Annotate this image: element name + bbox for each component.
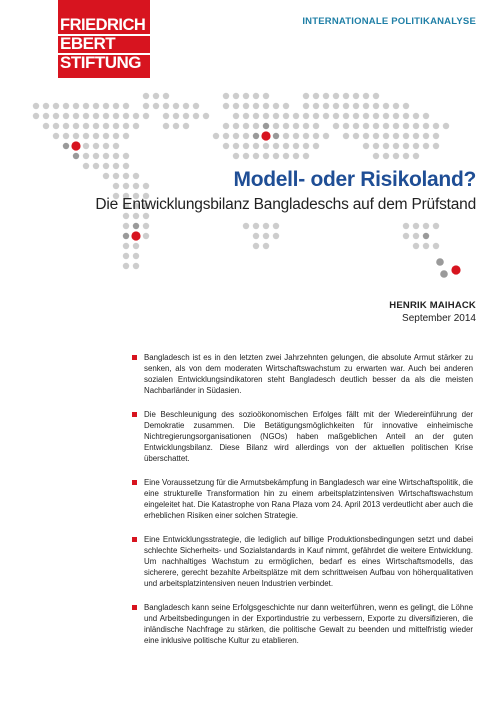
map-dot [183,103,189,109]
map-dot [393,143,399,149]
map-dot [223,103,229,109]
fes-logo [58,0,150,78]
map-dot [283,103,289,109]
map-dot [143,233,149,239]
map-dot [133,223,139,229]
map-dot [413,153,419,159]
map-dot [393,103,399,109]
map-dot [373,143,379,149]
map-dot [163,113,169,119]
summary-item [132,602,473,646]
map-dot [433,123,439,129]
map-dot [403,113,409,119]
map-dot [313,133,319,139]
bullet-square-icon [132,605,137,610]
logo-line-1: FRIEDRICH [60,16,146,34]
map-dot [83,143,89,149]
map-dot [273,123,279,129]
map-dot [303,103,309,109]
summary-text: Die Beschleunigung des sozioökonomischen Erfolges fällt mit der Wiedereinführung der Demokratie zusammen. Die Betätigungsmöglichkeiten für innovative einheimische Nichtregierungsorganisationen (NGOs) haben maßgeblichen Anteil an der guten Entwicklungsbilanz. Diese Bilanz wird allerdings von der aktuellen politischen Krise überschattet. [144,409,473,464]
page-title: Modell- oder Risikoland? [233,168,476,191]
map-dot [43,103,49,109]
map-dot [123,133,129,139]
map-dot [423,233,429,239]
summary-text: Eine Voraussetzung für die Armutsbekämpfung in Bangladesch war eine Wirtschaftspolitik, die eine strukturelle Transformation hin zu einem arbeitsplatzintensiven Wirtschaftswachstum eingeleitet hat. Die Katastrophe von Rana Plaza vom 24. April 2013 verdeutlicht aber auch die erheblichen Risiken einer solchen Strategie. [144,478,473,521]
map-dot [113,143,119,149]
summary-text: Eine Entwicklungsstrategie, die lediglich auf billige Produktionsbedingungen setzt und dabei schlechte Sicherheits- und Sozialstandards in Kauf nimmt, gefährdet die weitere Entwicklung. Um nachhaltiges Wachstum zu ermöglichen, bedarf es eines Wirtschaftsmodells, das sicherere, gerecht bezahlte Arbeitsplätze mit dem schrittweisen Aufbau von höherqualitativen und arbeitsplatzintensiven neuen Industrien verbindet. [144,535,473,589]
map-dot [43,113,49,119]
map-dot [353,123,359,129]
map-dot [263,93,269,99]
map-dot [163,103,169,109]
bullet-square-icon [132,537,137,542]
map-dot [253,233,259,239]
map-dot [233,103,239,109]
map-dot [263,123,269,129]
map-dot [143,183,149,189]
map-dot [293,133,299,139]
map-dot [123,263,129,269]
map-dot [243,113,249,119]
map-dot [103,173,109,179]
map-dot [333,123,339,129]
map-dot [93,133,99,139]
summary-item [132,477,473,521]
map-dot [243,123,249,129]
map-dot [403,153,409,159]
map-dot [113,113,119,119]
summary-list [132,352,473,659]
map-dot [283,133,289,139]
map-dot [233,93,239,99]
map-dot [113,123,119,129]
map-dot [413,243,419,249]
map-dot [363,103,369,109]
summary-item [132,534,473,589]
map-dot [193,103,199,109]
map-dot [83,123,89,129]
logo-line-2: EBERT [60,34,116,53]
map-dot [243,93,249,99]
map-dot [423,113,429,119]
map-dot [183,113,189,119]
map-dot [273,233,279,239]
map-dot [233,123,239,129]
map-dot [293,143,299,149]
map-dot [53,103,59,109]
map-dot [363,123,369,129]
map-dot [363,113,369,119]
map-dot [353,93,359,99]
map-dot [303,123,309,129]
map-dot [353,103,359,109]
map-dot [123,103,129,109]
map-dot [123,123,129,129]
map-dot [93,123,99,129]
map-dot [403,103,409,109]
map-dot [273,103,279,109]
map-dot [113,153,119,159]
map-dot [123,233,129,239]
map-dot [153,93,159,99]
map-dot [93,103,99,109]
map-dot [253,143,259,149]
map-dot [43,123,49,129]
map-dot [413,113,419,119]
map-dot [243,103,249,109]
map-dot [303,153,309,159]
map-dot [383,103,389,109]
map-highlight-dot [71,141,80,150]
map-dot [103,143,109,149]
map-dot [173,103,179,109]
page-subtitle: Die Entwicklungsbilanz Bangladeschs auf dem Prüfstand [95,196,476,213]
map-dot [253,133,259,139]
map-dot [163,123,169,129]
map-dot [433,243,439,249]
map-dot [253,103,259,109]
map-dot [440,270,448,278]
map-dot [333,93,339,99]
map-dot [203,113,209,119]
map-dot [373,123,379,129]
map-dot [333,103,339,109]
map-dot [423,143,429,149]
map-dot [163,93,169,99]
map-dot [293,113,299,119]
map-dot [273,153,279,159]
map-dot [113,103,119,109]
map-dot [323,103,329,109]
map-dot [193,113,199,119]
map-dot [363,143,369,149]
map-dot [363,93,369,99]
map-dot [363,133,369,139]
map-dot [343,133,349,139]
map-dot [73,133,79,139]
bullet-square-icon [132,480,137,485]
map-dot [413,233,419,239]
map-dot [323,93,329,99]
map-dot [263,153,269,159]
map-dot [213,133,219,139]
map-dot [73,113,79,119]
map-dot [123,253,129,259]
map-dot [33,113,39,119]
map-dot [263,113,269,119]
logo-line-3: STIFTUNG [60,53,141,72]
map-dot [436,258,444,266]
bullet-square-icon [132,355,137,360]
map-dot [153,103,159,109]
map-dot [223,123,229,129]
map-dot [273,143,279,149]
map-dot [263,243,269,249]
map-dot [243,133,249,139]
map-dot [253,243,259,249]
dot-world-map [0,90,504,300]
map-dot [433,143,439,149]
map-dot [93,163,99,169]
map-dot [123,183,129,189]
map-dot [263,103,269,109]
map-dot [133,263,139,269]
map-dot [313,103,319,109]
map-dot [293,153,299,159]
map-dot [73,123,79,129]
map-dot [133,253,139,259]
map-dot [333,113,339,119]
map-dot [123,243,129,249]
map-dot [173,123,179,129]
map-dot [423,243,429,249]
summary-item [132,409,473,464]
map-dot [123,223,129,229]
map-dot [243,143,249,149]
map-dot [343,113,349,119]
map-dot [143,223,149,229]
map-dot [273,113,279,119]
map-dot [343,93,349,99]
map-dot [133,243,139,249]
map-dot [383,153,389,159]
map-dot [343,103,349,109]
map-dot [313,93,319,99]
map-dot [243,223,249,229]
bullet-square-icon [132,412,137,417]
map-dot [383,123,389,129]
map-dot [343,123,349,129]
map-dot [303,143,309,149]
map-dot [443,123,449,129]
map-dot [273,133,279,139]
map-dot [103,123,109,129]
map-dot [83,133,89,139]
publication-date: September 2014 [402,313,476,324]
map-dot [53,113,59,119]
map-dot [433,133,439,139]
author-name: HENRIK MAIHACK [389,300,476,311]
map-dot [373,93,379,99]
map-dot [63,133,69,139]
map-dot [103,103,109,109]
map-dot [423,123,429,129]
map-dot [133,113,139,119]
map-dot [103,133,109,139]
map-dot [123,113,129,119]
map-dot [133,183,139,189]
map-dot [303,133,309,139]
map-dot [353,133,359,139]
map-dot [223,93,229,99]
map-dot [383,113,389,119]
map-dot [393,123,399,129]
map-dot [253,113,259,119]
map-dot [373,113,379,119]
map-dot [403,123,409,129]
map-dot [263,223,269,229]
map-dot [83,103,89,109]
map-dot [103,113,109,119]
map-dot [113,133,119,139]
map-highlight-dot [261,131,270,140]
map-dot [353,113,359,119]
map-dot [403,223,409,229]
map-dot [63,123,69,129]
map-dot [253,93,259,99]
map-dot [413,223,419,229]
map-dot [253,123,259,129]
map-dot [63,103,69,109]
series-label: INTERNATIONALE POLITIKANALYSE [302,16,476,27]
map-dot [313,143,319,149]
map-dot [393,153,399,159]
map-dot [73,103,79,109]
map-dot [413,133,419,139]
map-dot [233,143,239,149]
map-dot [233,153,239,159]
map-dot [283,113,289,119]
map-dot [53,133,59,139]
map-dot [83,113,89,119]
map-dot [113,173,119,179]
map-dot [63,113,69,119]
map-dot [283,153,289,159]
map-dot [83,153,89,159]
map-dot [113,163,119,169]
map-dot [33,103,39,109]
map-dot [323,133,329,139]
map-dot [283,123,289,129]
map-dot [383,133,389,139]
map-dot [393,133,399,139]
map-dot [93,113,99,119]
map-dot [283,143,289,149]
map-dot [143,103,149,109]
map-dot [423,133,429,139]
summary-text: Bangladesch kann seine Erfolgsgeschichte nur dann weiterführen, wenn es gelingt, die Löhne und Arbeitsbedingungen in der Exportindustrie zu verbessern, Exporte zu diversifizieren, die inländische Nachfrage zu stärken, die politische Gewalt zu beenden und mittelfristig wieder eine inklusive politische Kultur zu etablieren. [144,603,473,646]
map-dot [373,153,379,159]
map-dot [113,183,119,189]
map-dot [413,123,419,129]
map-dot [73,153,79,159]
map-dot [143,113,149,119]
map-dot [303,93,309,99]
map-dot [303,113,309,119]
map-highlight-dot [451,265,460,274]
map-dot [313,123,319,129]
map-dot [383,143,389,149]
map-dot [123,173,129,179]
map-dot [403,133,409,139]
map-dot [403,143,409,149]
map-dot [243,153,249,159]
summary-text: Bangladesch ist es in den letzten zwei Jahrzehnten gelungen, die absolute Armut stärker zu senken, als von dem moderaten Wirtschaftswachstum zu erwarten war. Auch bei anderen sozialen Entwicklungsindikatoren steht Bangladesch deutlich besser da als die meisten Nachbarländer in Südasien. [144,353,473,396]
map-dot [323,113,329,119]
map-dot [133,123,139,129]
map-dot [393,113,399,119]
map-dot [93,153,99,159]
map-dot [133,173,139,179]
map-dot [83,163,89,169]
map-dot [263,143,269,149]
map-dot [123,153,129,159]
map-dot [183,123,189,129]
map-dot [103,153,109,159]
map-dot [173,113,179,119]
map-dot [53,123,59,129]
map-dot [143,93,149,99]
map-dot [413,143,419,149]
summary-item [132,352,473,396]
map-dot [273,223,279,229]
map-dot [293,123,299,129]
map-dot [103,163,109,169]
map-highlight-dot [131,231,140,240]
map-dot [93,143,99,149]
map-dot [263,233,269,239]
map-dot [373,133,379,139]
map-dot [423,223,429,229]
map-dot [373,103,379,109]
map-dot [233,113,239,119]
map-dot [63,143,69,149]
map-dot [403,233,409,239]
map-dot [233,133,239,139]
map-dot [123,163,129,169]
map-dot [253,153,259,159]
map-dot [223,133,229,139]
map-dot [253,223,259,229]
map-dot [433,223,439,229]
map-dot [223,143,229,149]
map-dot [313,113,319,119]
